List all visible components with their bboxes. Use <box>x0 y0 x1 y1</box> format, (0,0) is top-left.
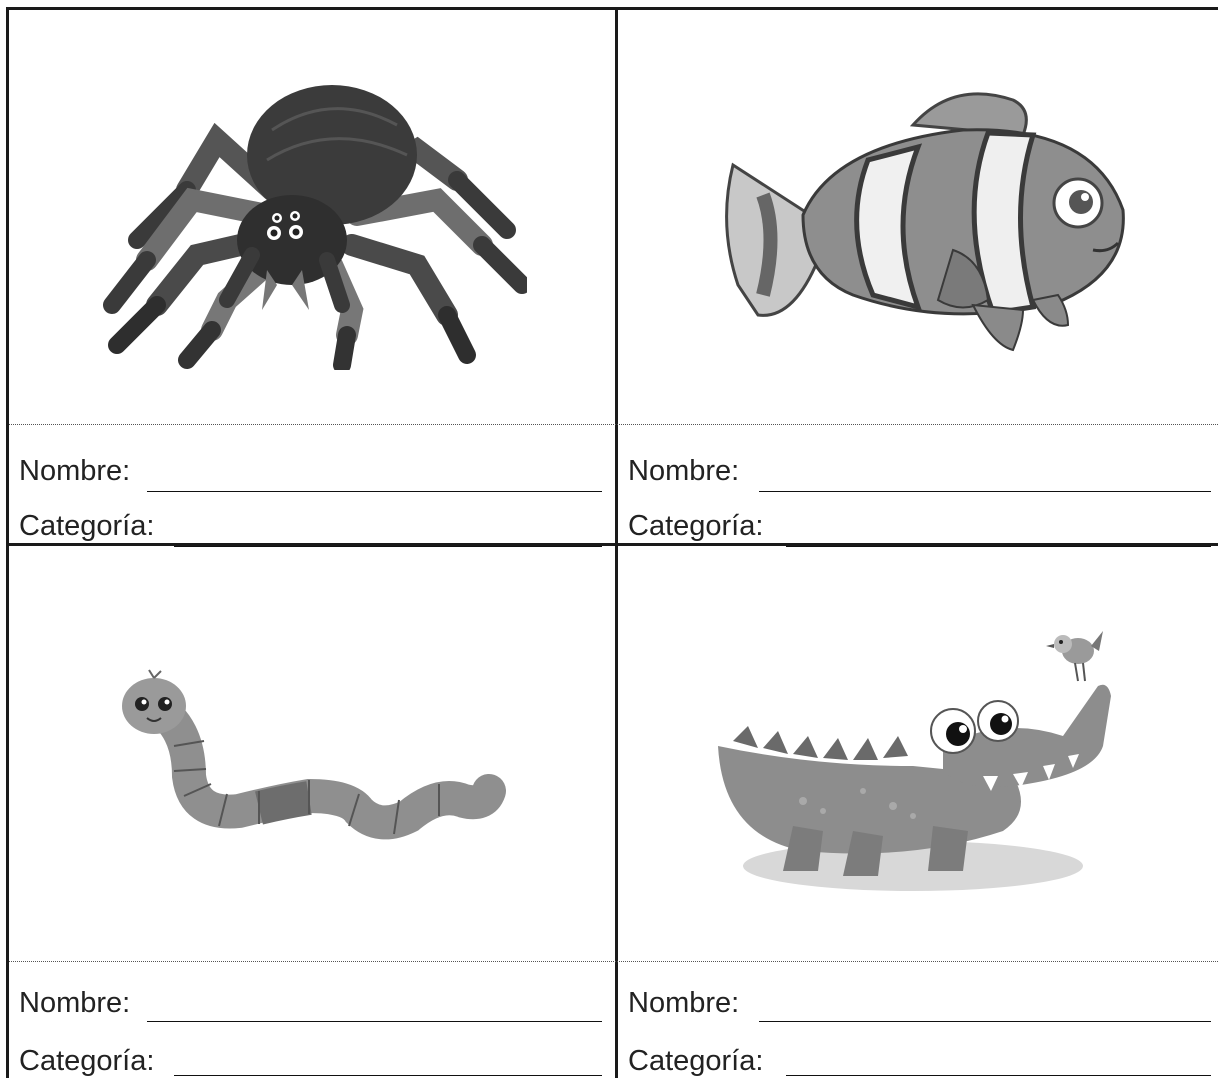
animal-card <box>9 546 615 1078</box>
spider-icon <box>97 70 527 370</box>
category-answer-line[interactable] <box>786 1075 1211 1076</box>
category-label: Categoría: <box>19 510 155 542</box>
name-answer-line[interactable] <box>759 1021 1211 1022</box>
animal-card <box>618 546 1218 1078</box>
clownfish-icon <box>723 85 1133 355</box>
worm-icon <box>109 666 509 846</box>
animal-card <box>618 10 1218 543</box>
category-label: Categoría: <box>628 1045 764 1077</box>
name-answer-line[interactable] <box>147 491 602 492</box>
name-answer-line[interactable] <box>759 491 1211 492</box>
name-answer-line[interactable] <box>147 1021 602 1022</box>
name-label: Nombre: <box>628 987 740 1019</box>
name-label: Nombre: <box>19 987 131 1019</box>
category-label: Categoría: <box>628 510 764 542</box>
animal-card <box>9 10 615 543</box>
name-label: Nombre: <box>628 455 740 487</box>
name-label: Nombre: <box>19 455 131 487</box>
crocodile-icon <box>713 626 1113 896</box>
category-label: Categoría: <box>19 1045 155 1077</box>
category-answer-line[interactable] <box>174 1075 602 1076</box>
